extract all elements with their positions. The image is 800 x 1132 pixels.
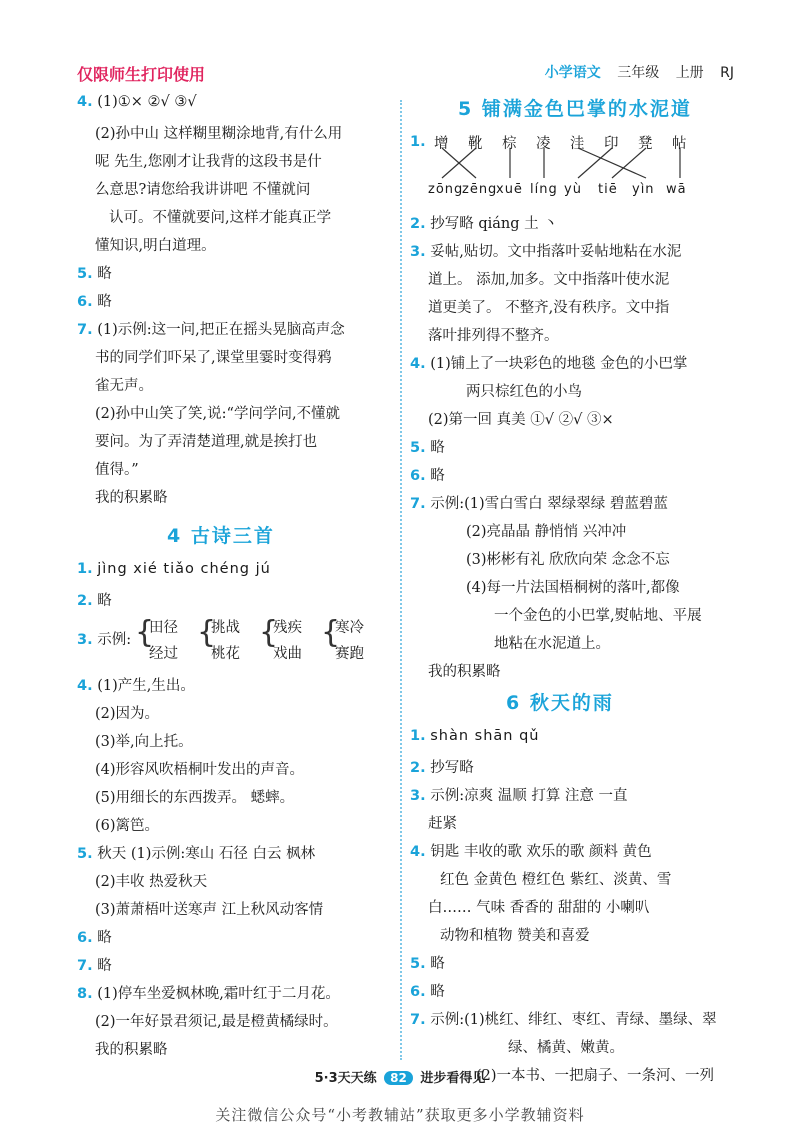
l6-answer-2: 2. 抄写略 [410, 760, 474, 776]
accumulation-note-2: 我的积累略 [95, 1042, 168, 1058]
l4-answer-4-4: (4)形容风吹梧桐叶发出的声音。 [95, 762, 305, 778]
l6-answer-4-l3: 白…… 气味 香香的 甜甜的 小喇叭 [428, 900, 650, 916]
match-character: 凌 [536, 136, 551, 152]
word-group-1a: 田径 [149, 620, 178, 636]
l5-answer-4-l1: 4. (1)铺上了一块彩色的地毯 金色的小巴掌 [410, 356, 688, 372]
lesson-4-title: 4 古诗三首 [167, 525, 275, 547]
l5-answer-3-l2: 道上。 添加,加多。文中指落叶使水泥 [428, 272, 670, 288]
header-notice: 仅限师生打印使用 [77, 65, 206, 84]
match-character: 凳 [638, 136, 653, 152]
l4-answer-2: 2. 略 [77, 593, 112, 609]
brace-icon: { [197, 615, 217, 650]
match-pinyin: yù [564, 182, 582, 197]
l4-answer-4-6: (6)篱笆。 [95, 818, 160, 834]
match-pinyin: líng [530, 182, 558, 197]
l6-answer-6: 6. 略 [410, 984, 445, 1000]
l5-answer-3-l3: 道更美了。 不整齐,没有秩序。文中指 [428, 300, 670, 316]
l5-answer-6: 6. 略 [410, 468, 445, 484]
accumulation-note: 我的积累略 [95, 490, 168, 506]
match-character: 洼 [570, 136, 585, 152]
l4-answer-4-3: (3)举,向上托。 [95, 734, 193, 750]
answer-4-2-l5: 懂知识,明白道理。 [95, 238, 216, 254]
answer-4-2-l1: (2)孙中山 这样糊里糊涂地背,有什么用 [95, 126, 343, 142]
l5-answer-3-l1: 3. 妥帖,贴切。文中指落叶妥帖地粘在水泥 [410, 244, 682, 260]
l5-answer-4-l3: (2)第一回 真美 ①√ ②√ ③× [428, 412, 614, 428]
answer-4-2-l2: 呢 先生,您刚才让我背的这段书是什 [95, 154, 322, 170]
watermark-text: 关注微信公众号“小考教辅站”获取更多小学教辅资料 [215, 1106, 585, 1124]
match-pinyin: zōng [428, 182, 464, 197]
l5-answer-7-l6: 地粘在水泥道上。 [494, 636, 610, 652]
answer-6: 6. 略 [77, 294, 112, 310]
l5-answer-7-l1: 7. 示例:(1)雪白雪白 翠绿翠绿 碧蓝碧蓝 [410, 496, 668, 512]
l5-answer-4-l2: 两只棕红色的小鸟 [466, 384, 582, 400]
match-pinyin: zēng [462, 182, 498, 197]
l5-answer-7-l4: (4)每一片法国梧桐树的落叶,都像 [466, 580, 680, 596]
lesson-6-title: 6 秋天的雨 [506, 692, 614, 714]
answer-5: 5. 略 [77, 266, 112, 282]
l5-answer-7-l3: (3)彬彬有礼 欣欣向荣 念念不忘 [466, 552, 670, 568]
header-info [545, 62, 734, 82]
footer-brand: 5·3天天练 [314, 1071, 377, 1086]
answer-7-1-l3: 雀无声。 [95, 378, 153, 394]
word-group-2a: 挑战 [211, 620, 240, 636]
brace-icon: { [135, 615, 155, 650]
l6-answer-3-l1: 3. 示例:凉爽 温顺 打算 注意 一直 [410, 788, 628, 804]
brace-icon: { [259, 615, 279, 650]
match-pinyin: wā [666, 182, 687, 197]
match-pinyin: tiē [598, 182, 618, 197]
l4-answer-5-3: (3)萧萧梧叶送寒声 江上秋风动客情 [95, 902, 324, 918]
match-character: 增 [434, 136, 449, 152]
answer-7-1-l1: 7. (1)示例:这一问,把正在摇头晃脑高声念 [77, 322, 345, 338]
l5-answer-3-l4: 落叶排列得不整齐。 [428, 328, 559, 344]
l4-answer-5-1: 5. 秋天 (1)示例:寒山 石径 白云 枫林 [77, 846, 316, 862]
l6-answer-4-l4: 动物和植物 赞美和喜爱 [440, 928, 590, 944]
l6-answer-4-l2: 红色 金黄色 橙红色 紫红、淡黄、雪 [440, 872, 672, 888]
l6-answer-7-l3: (2)一本书、一把扇子、一条河、一列 [476, 1068, 715, 1084]
answer-4-2-l4: 认可。不懂就要问,这样才能真正学 [109, 210, 332, 226]
match-pinyin: yìn [632, 182, 655, 197]
answer-7-2-l2: 要问。为了弄清楚道理,就是挨打也 [95, 434, 318, 450]
answer-7-1-l2: 书的同学们吓呆了,课堂里霎时变得鸦 [95, 350, 332, 366]
word-group-3b: 戏曲 [273, 646, 302, 662]
page-footer [0, 1067, 800, 1086]
l5-answer-7-l2: (2)亮晶晶 静悄悄 兴冲冲 [466, 524, 627, 540]
header-term: 上册 [675, 65, 704, 81]
l5-answer-2: 2. 抄写略 qiáng 土 丶 [410, 216, 558, 232]
match-character: 靴 [468, 136, 483, 152]
l4-answer-4-1: 4. (1)产生,生出。 [77, 678, 195, 694]
match-character: 帖 [672, 136, 687, 152]
page-number: 82 [384, 1071, 413, 1085]
l5-answer-7-l5: 一个金色的小巴掌,熨帖地、平展 [494, 608, 702, 624]
header-grade: 三年级 [617, 65, 660, 81]
brace-icon: { [321, 615, 341, 650]
word-group-1b: 经过 [149, 646, 178, 662]
word-group-2b: 桃花 [211, 646, 240, 662]
header-subject: 小学语文 [544, 65, 601, 81]
l6-answer-7-l1: 7. 示例:(1)桃红、绯红、枣红、青绿、墨绿、翠 [410, 1012, 717, 1028]
l4-answer-7: 7. 略 [77, 958, 112, 974]
answer-7-2-l3: 值得。” [95, 462, 139, 478]
l4-answer-4-5: (5)用细长的东西拨弄。 蟋蟀。 [95, 790, 295, 806]
l6-answer-7-l2: 绿、橘黄、嫩黄。 [508, 1040, 624, 1056]
l6-answer-5: 5. 略 [410, 956, 445, 972]
answer-4-1: 4. (1)①× ②√ ③√ [77, 94, 197, 110]
l6-answer-4-l1: 4. 钥匙 丰收的歌 欢乐的歌 颜料 黄色 [410, 844, 652, 860]
l6-answer-3-l2: 赶紧 [428, 816, 457, 832]
column-divider [400, 100, 402, 1060]
lesson-5-title: 5 铺满金色巴掌的水泥道 [458, 98, 692, 120]
l4-answer-4-2: (2)因为。 [95, 706, 160, 722]
accumulation-note-3: 我的积累略 [428, 664, 501, 680]
word-group-4a: 寒冷 [335, 620, 364, 636]
footer-slogan: 进步看得见 [420, 1071, 486, 1086]
l4-answer-1: 1. jìng xié tiǎo chéng jú [77, 561, 271, 577]
header-edition: RJ [720, 65, 734, 81]
l4-answer-8-1: 8. (1)停车坐爱枫林晚,霜叶红于二月花。 [77, 986, 340, 1002]
match-character: 印 [604, 136, 619, 152]
word-group-4b: 赛跑 [335, 646, 364, 662]
l5-answer-1-label: 1. [410, 134, 426, 150]
l6-answer-1: 1. shàn shān qǔ [410, 728, 540, 744]
l5-answer-5: 5. 略 [410, 440, 445, 456]
answer-7-2-l1: (2)孙中山笑了笑,说:“学问学问,不懂就 [95, 406, 341, 422]
l4-answer-5-2: (2)丰收 热爱秋天 [95, 874, 208, 890]
word-group-3a: 残疾 [273, 620, 302, 636]
answer-4-2-l3: 么意思?请您给我讲讲吧 不懂就问 [95, 182, 311, 198]
l4-answer-8-2: (2)一年好景君须记,最是橙黄橘绿时。 [95, 1014, 338, 1030]
match-character: 棕 [502, 136, 517, 152]
l4-answer-6: 6. 略 [77, 930, 112, 946]
match-pinyin: xuē [496, 182, 523, 197]
l4-answer-3: 3. 示例: [77, 632, 132, 648]
